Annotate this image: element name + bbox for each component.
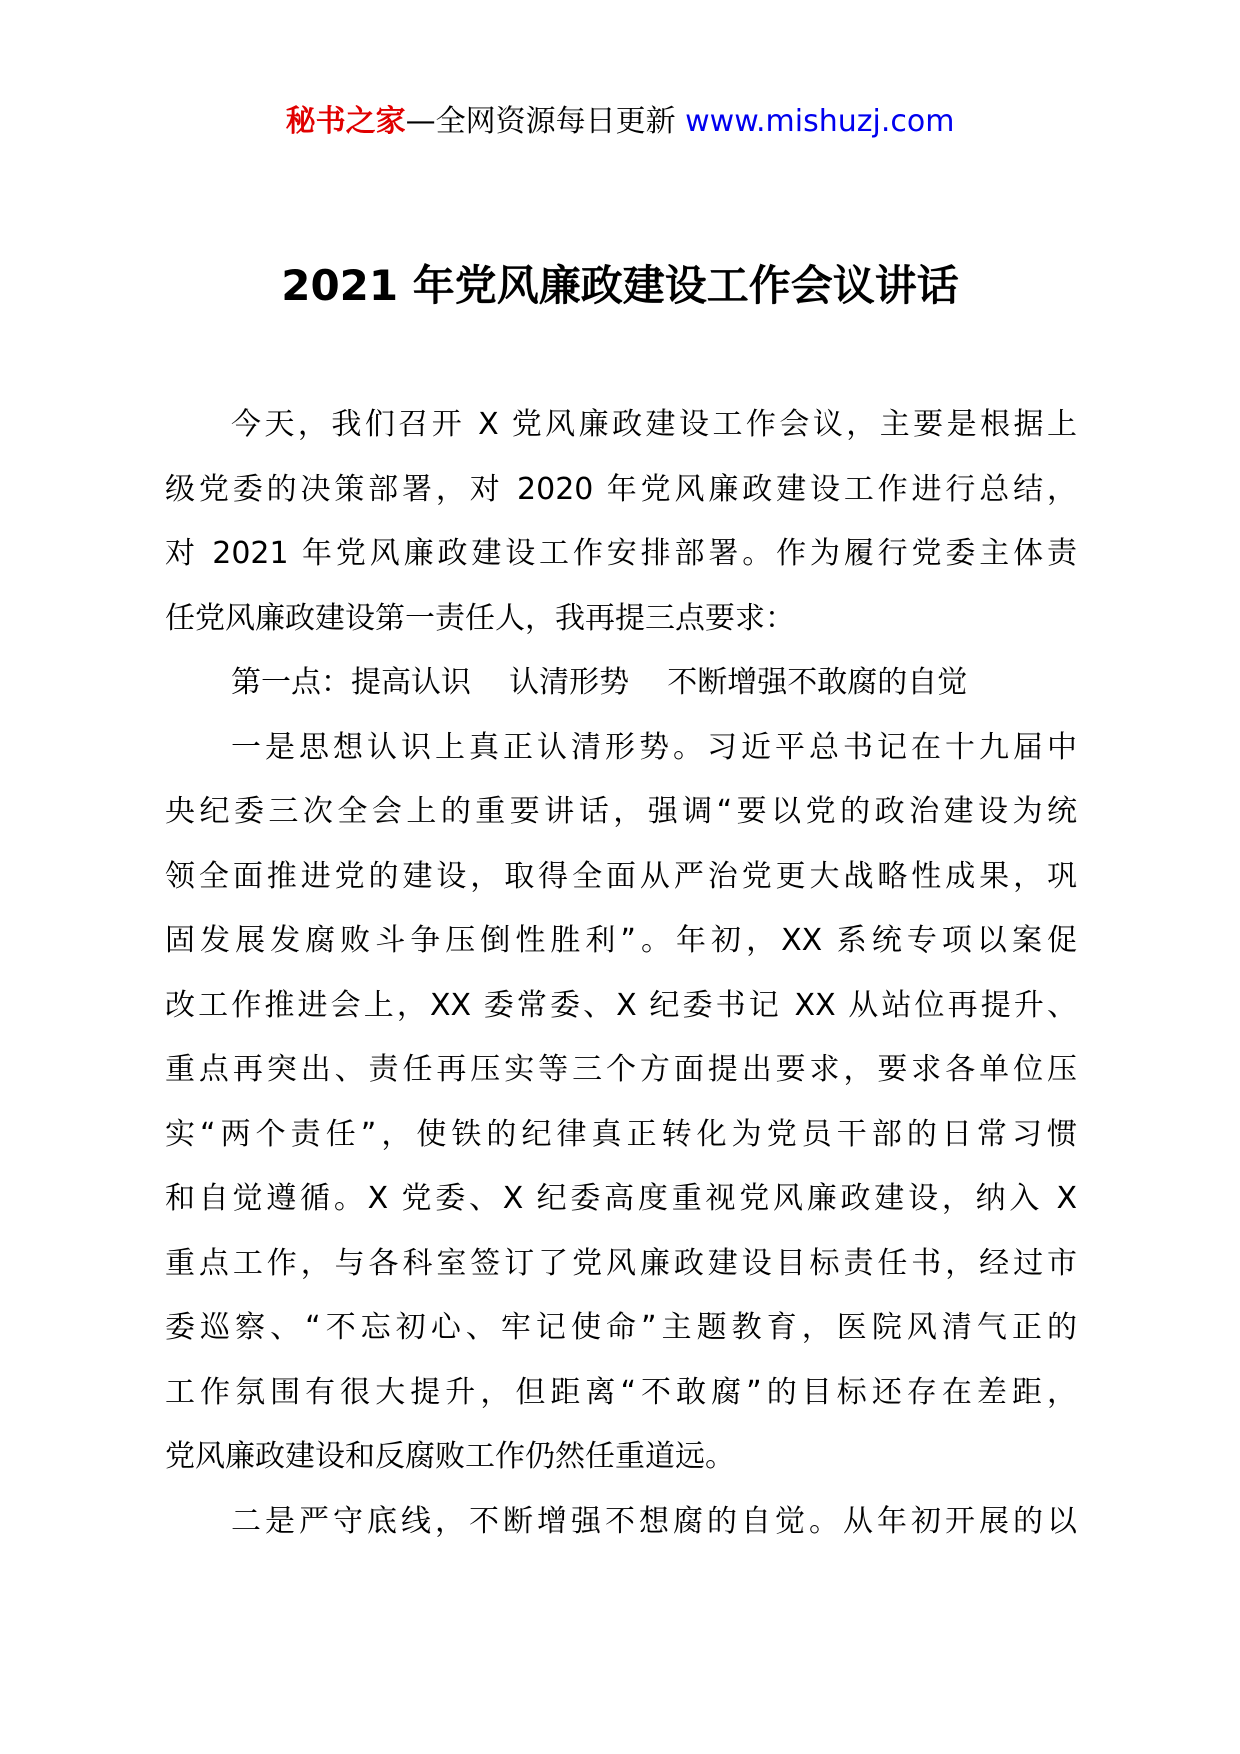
site-brand: 秘书之家 [285,104,406,139]
paragraph-line: 领全面推进党的建设，取得全面从严治党更大战略性成果，巩 [165,858,1077,894]
paragraph-line: 委巡察、“不忘初心、牢记使命”主题教育，医院风清气正的 [165,1310,1077,1345]
paragraph-line: 重点再突出、责任再压实等三个方面提出要求，要求各单位压 [165,1052,1077,1087]
paragraph-line: 重点工作，与各科室签订了党风廉政建设目标责任书，经过市 [165,1245,1077,1281]
site-tagline: —全网资源每日更新 [405,104,686,139]
paragraph-line: 和自觉遵循。X 党委、X 纪委高度重视党风廉政建设，纳入 X [165,1181,1077,1216]
paragraph-line: 对 2021 年党风廉政建设工作安排部署。作为履行党委主体责 [165,536,1077,571]
section-heading: 第一点：提高认识 认清形势 不断增强不敢腐的自觉 [231,665,968,700]
paragraph-line: 二是严守底线，不断增强不想腐的自觉。从年初开展的以 [231,1503,1077,1539]
paragraph-line: 实“两个责任”，使铁的纪律真正转化为党员干部的日常习惯 [165,1116,1077,1152]
site-header [0,102,1240,142]
paragraph-line: 任党风廉政建设第一责任人，我再提三点要求： [165,600,795,636]
paragraph-line: 一是思想认识上真正认清形势。习近平总书记在十九届中 [231,729,1077,765]
paragraph-line: 工作氛围有很大提升，但距离“不敢腐”的目标还存在差距， [165,1374,1077,1410]
site-url-link[interactable]: www.mishuzj.com [685,104,955,139]
paragraph-line: 级党委的决策部署，对 2020 年党风廉政建设工作进行总结， [165,471,1077,507]
paragraph-line: 央纪委三次全会上的重要讲话，强调“要以党的政治建设为统 [165,794,1077,829]
paragraph-line: 党风廉政建设和反腐败工作仍然任重道远。 [165,1439,735,1474]
paragraph-line: 改工作推进会上，XX 委常委、X 纪委书记 XX 从站位再提升、 [165,987,1077,1023]
paragraph-line: 今天，我们召开 X 党风廉政建设工作会议，主要是根据上 [231,407,1077,442]
document-title: 2021 年党风廉政建设工作会议讲话 [281,261,959,310]
document-body [165,393,1077,1554]
paragraph-line: 固发展发腐败斗争压倒性胜利”。年初，XX 系统专项以案促 [165,923,1077,958]
